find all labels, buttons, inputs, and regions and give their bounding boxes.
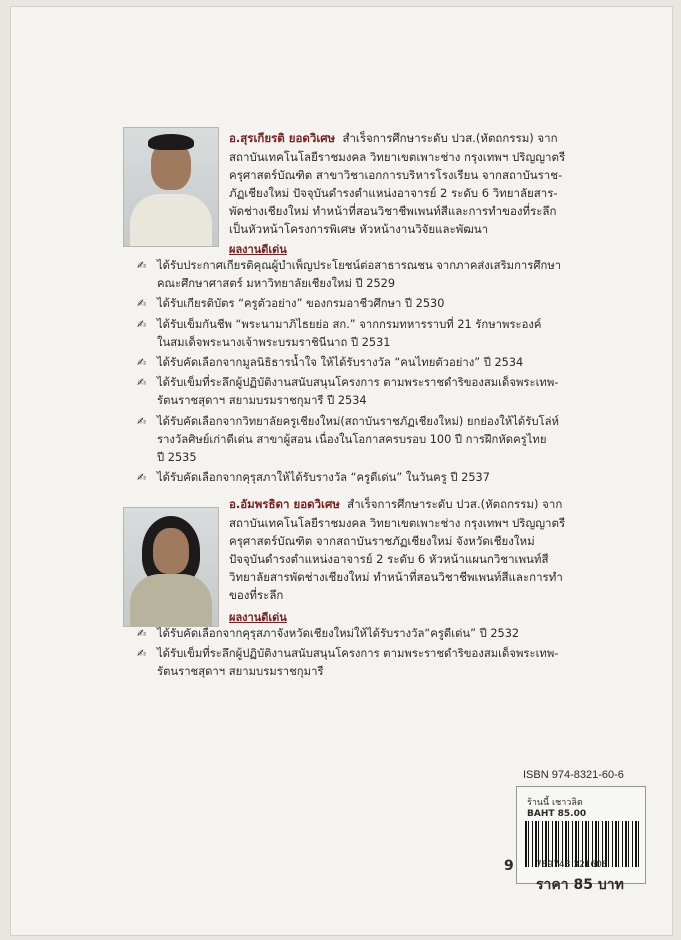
person2-bio-line1: อ.อัมพรธิดา ยอดวิเศษ สำเร็จการศึกษาระดับ ปวส.(หัตถกรรม) จาก	[229, 497, 563, 511]
person1-bio-line: เป็นหัวหน้าโครงการพิเศษ หัวหน้างานวิจัยและพัฒนา	[229, 222, 489, 236]
person1-bio-line: ครุศาสตร์บัณฑิต สาขาวิชาเอกการบริหารโรงเรียน จากสถาบันราช-	[229, 168, 563, 182]
achievement-line: ในสมเด็จพระนางเจ้าพระบรมราชินีนาถ ปี 2531	[157, 335, 391, 349]
achievement-line: รางวัลศิษย์เก่าดีเด่น สาขาผู้สอน เนื่องในโอกาสครบรอบ 100 ปี การฝึกหัดครูไทย	[157, 432, 547, 446]
pencil-writing-icon: ✍	[137, 471, 147, 485]
isbn-prefix-digit: 9	[504, 858, 514, 874]
achievement-line: ได้รับเข็มที่ระลึกผู้ปฏิบัติงานสนับสนุนโครงการ ตามพระราชดำริของสมเด็จพระเทพ-	[157, 376, 559, 390]
portrait-photo-man	[123, 127, 219, 247]
achievement-line: คณะศึกษาศาสตร์ มหาวิทยาลัยเชียงใหม่ ปี 2529	[157, 277, 396, 291]
achievement-line: ปี 2535	[157, 451, 197, 464]
achievement-line: ได้รับเข็มกันชีพ “พระนามาภิไธยย่อ สก.” จากกรมทหารราบที่ 21 รักษาพระองค์	[157, 317, 542, 331]
isbn-number: ISBN 974-8321-60-6	[523, 769, 624, 781]
achievement-line: ได้รับเกียรติบัตร “ครูตัวอย่าง” ของกรมอาชีวศึกษา ปี 2530	[157, 297, 445, 311]
achievement-line: ได้รับเข็มที่ระลึกผู้ปฏิบัติงานสนับสนุนโครงการ ตามพระราชดำริของสมเด็จพระเทพ-	[157, 647, 559, 661]
achievement-line: ได้รับคัดเลือกจากวิทยาลัยครูเชียงใหม่(สถาบันราชภัฏเชียงใหม่) ยกย่องให้ได้รับโล่ห์	[157, 414, 559, 428]
person2-bio-line: ปัจจุบันดำรงตำแหน่งอาจารย์ 2 ระดับ 6 หัวหน้าแผนกวิชาเพนท์สี	[229, 552, 549, 566]
barcode-number: 789748 321608	[536, 860, 608, 870]
person2-name: อ.อัมพรธิดา ยอดวิเศษ	[229, 497, 340, 511]
portrait-photo-woman	[123, 507, 219, 627]
pencil-writing-icon: ✍	[137, 376, 147, 390]
sticker-shop-name: ร้านนี้ เชาวลิต	[527, 798, 583, 808]
achievement-line: ได้รับคัดเลือกจากคุรุสภาให้ได้รับรางวัล “ครูดีเด่น” ในวันครู ปี 2537	[157, 471, 490, 485]
achievement-line: รัตนราชสุดาฯ สยามบรมราชกุมารี	[157, 665, 324, 679]
pencil-writing-icon: ✍	[137, 317, 147, 331]
person1-bio-line: ภัฏเชียงใหม่ ปัจจุบันดำรงตำแหน่งอาจารย์ 2 ระดับ 6 วิทยาลัยสาร-	[229, 186, 558, 200]
person1-bio-line: พัดช่างเชียงใหม่ ทำหน้าที่สอนวิชาชีพเพนท์สีและการทำของที่ระลึก	[229, 204, 557, 218]
person2-bio-line: ของที่ระลึก	[229, 588, 284, 602]
pencil-writing-icon: ✍	[137, 356, 147, 369]
pencil-writing-icon: ✍	[137, 414, 147, 428]
achievement-line: ได้รับประกาศเกียรติคุณผู้บำเพ็ญประโยชน์ต่อสาธารณชน จากภาคส่งเสริมการศึกษา	[157, 259, 562, 272]
person1-name: อ.สุรเกียรติ ยอดวิเศษ	[229, 131, 336, 145]
pencil-writing-icon: ✍	[137, 627, 147, 640]
achievement-line: ได้รับคัดเลือกจากมูลนิธิธารน้ำใจ ให้ได้รับรางวัล “คนไทยตัวอย่าง” ปี 2534	[157, 356, 524, 369]
pencil-writing-icon: ✍	[137, 259, 147, 272]
sticker-price: BAHT 85.00	[527, 809, 587, 819]
pencil-writing-icon: ✍	[137, 297, 147, 311]
person1-bio-line: สถาบันเทคโนโลยีราชมงคล วิทยาเขตเพาะช่าง กรุงเทพฯ ปริญญาตรี	[229, 150, 566, 164]
person2-bio-line: ครุศาสตร์บัณฑิต จากสถาบันราชภัฏเชียงใหม่ จังหวัดเชียงใหม่	[229, 534, 535, 548]
cover-price: ราคา 85 บาท	[536, 877, 624, 893]
person2-bio-line: วิทยาลัยสารพัดช่างเชียงใหม่ ทำหน้าที่สอนวิชาชีพเพนท์สีและการทำ	[229, 570, 563, 584]
achievement-line: ได้รับคัดเลือกจากคุรุสภาจังหวัดเชียงใหม่ให้ได้รับรางวัล“ครูดีเด่น” ปี 2532	[157, 627, 520, 640]
person1-achievements-heading: ผลงานดีเด่น	[229, 243, 287, 256]
achievement-line: รัตนราชสุดาฯ สยามบรมราชกุมารี ปี 2534	[157, 394, 367, 408]
person2-achievements-heading: ผลงานดีเด่น	[229, 611, 287, 624]
person1-bio-line1: อ.สุรเกียรติ ยอดวิเศษ สำเร็จการศึกษาระดับ ปวส.(หัตถกรรม) จาก	[229, 131, 558, 145]
person2-bio-line: สถาบันเทคโนโลยีราชมงคล วิทยาเขตเพาะช่าง กรุงเทพฯ ปริญญาตรี	[229, 516, 566, 530]
pencil-writing-icon: ✍	[137, 647, 147, 661]
